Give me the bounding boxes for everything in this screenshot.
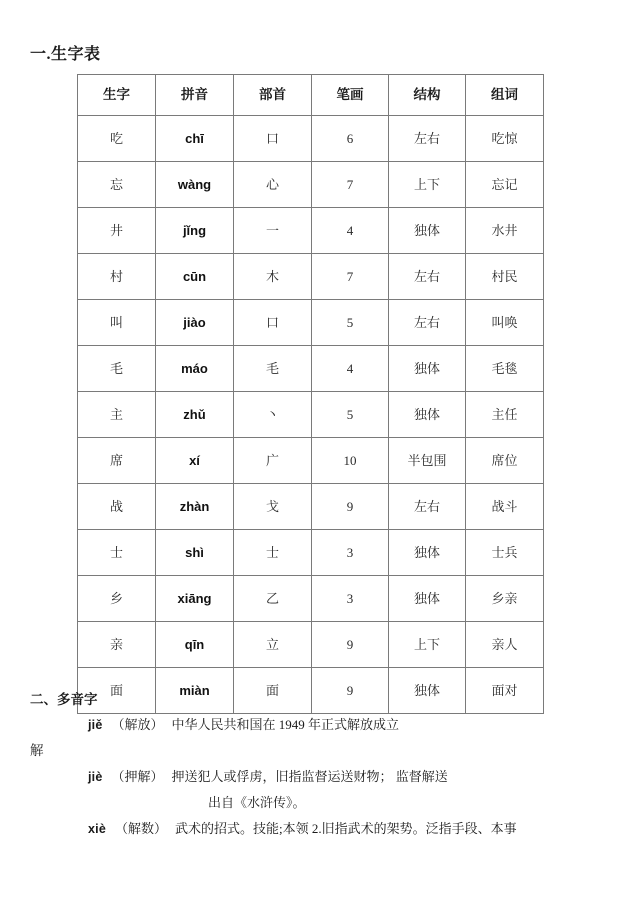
polyphone-word: （解数） <box>114 821 167 836</box>
cell-pinyin: chī <box>156 116 234 162</box>
cell-pinyin: zhǔ <box>156 392 234 438</box>
polyphone-entry-line <box>30 764 630 790</box>
cell-bihua: 10 <box>312 438 389 484</box>
column-header-jiegou: 结构 <box>389 75 466 116</box>
cell-zi: 村 <box>78 254 156 300</box>
polyphone-definition: 武术的招式。技能;本领 2.旧指武术的架势。泛指手段、本事 <box>175 821 517 836</box>
cell-pinyin: qīn <box>156 622 234 668</box>
new-characters-table-wrap <box>77 74 543 714</box>
polyphone-block <box>30 712 630 842</box>
cell-pinyin: jiào <box>156 300 234 346</box>
table-row <box>78 530 544 576</box>
polyphone-head-character: 解 <box>30 743 44 758</box>
cell-zuci: 面对 <box>466 668 544 714</box>
column-header-zuci: 组词 <box>466 75 544 116</box>
cell-bushou: 丶 <box>234 392 312 438</box>
cell-bihua: 6 <box>312 116 389 162</box>
table-row <box>78 576 544 622</box>
polyphone-definition: 中华人民共和国在 1949 年正式解放成立 <box>171 717 400 732</box>
cell-jiegou: 独体 <box>389 208 466 254</box>
polyphone-pinyin: jiè <box>88 770 103 784</box>
cell-jiegou: 左右 <box>389 300 466 346</box>
polyphone-word: （押解） <box>111 769 164 784</box>
cell-zuci: 士兵 <box>466 530 544 576</box>
polyphone-pinyin: jiě <box>88 718 103 732</box>
cell-jiegou: 独体 <box>389 392 466 438</box>
cell-bihua: 9 <box>312 622 389 668</box>
table-row <box>78 254 544 300</box>
table-row <box>78 208 544 254</box>
cell-pinyin: cūn <box>156 254 234 300</box>
cell-zuci: 忘记 <box>466 162 544 208</box>
cell-zi: 乡 <box>78 576 156 622</box>
table-row <box>78 622 544 668</box>
cell-bushou: 木 <box>234 254 312 300</box>
cell-bihua: 7 <box>312 254 389 300</box>
cell-zuci: 水井 <box>466 208 544 254</box>
column-header-pinyin: 拼音 <box>156 75 234 116</box>
cell-zi: 毛 <box>78 346 156 392</box>
cell-zi: 席 <box>78 438 156 484</box>
cell-zuci: 席位 <box>466 438 544 484</box>
section-2-heading: 二、多音字 <box>30 692 98 707</box>
cell-jiegou: 半包围 <box>389 438 466 484</box>
cell-bihua: 9 <box>312 484 389 530</box>
polyphone-definition: 押送犯人或俘虏，旧指监督运送财物； 监督解送 <box>171 769 448 784</box>
cell-zi: 叫 <box>78 300 156 346</box>
cell-jiegou: 独体 <box>389 576 466 622</box>
cell-zuci: 亲人 <box>466 622 544 668</box>
cell-jiegou: 独体 <box>389 668 466 714</box>
polyphone-pinyin: xiè <box>88 822 106 836</box>
cell-zi: 井 <box>78 208 156 254</box>
cell-zi: 士 <box>78 530 156 576</box>
cell-bihua: 4 <box>312 208 389 254</box>
table-row <box>78 484 544 530</box>
cell-zuci: 叫唤 <box>466 300 544 346</box>
cell-zi: 亲 <box>78 622 156 668</box>
cell-bushou: 广 <box>234 438 312 484</box>
cell-pinyin: miàn <box>156 668 234 714</box>
cell-jiegou: 左右 <box>389 254 466 300</box>
polyphone-word: （解放） <box>111 717 164 732</box>
table-body <box>78 116 544 714</box>
polyphone-continuation-line: 出自《水浒传》。 <box>208 795 306 810</box>
cell-zi: 战 <box>78 484 156 530</box>
cell-bushou: 面 <box>234 668 312 714</box>
table-row <box>78 438 544 484</box>
cell-zi: 面 <box>78 668 156 714</box>
cell-zuci: 主任 <box>466 392 544 438</box>
cell-zi: 吃 <box>78 116 156 162</box>
cell-pinyin: máo <box>156 346 234 392</box>
section-1-heading: 一.生字表 <box>30 46 101 63</box>
table-header-row <box>78 75 544 116</box>
new-characters-table <box>77 74 544 714</box>
table-row <box>78 162 544 208</box>
cell-bushou: 戈 <box>234 484 312 530</box>
cell-jiegou: 左右 <box>389 484 466 530</box>
polyphone-entry-line <box>30 712 630 738</box>
cell-bushou: 一 <box>234 208 312 254</box>
column-header-zi: 生字 <box>78 75 156 116</box>
table-row <box>78 300 544 346</box>
polyphone-entry-line <box>30 816 630 842</box>
cell-pinyin: xí <box>156 438 234 484</box>
cell-zuci: 吃惊 <box>466 116 544 162</box>
cell-jiegou: 独体 <box>389 346 466 392</box>
column-header-bihua: 笔画 <box>312 75 389 116</box>
cell-bihua: 5 <box>312 300 389 346</box>
cell-pinyin: xiāng <box>156 576 234 622</box>
cell-bushou: 口 <box>234 116 312 162</box>
table-row <box>78 392 544 438</box>
cell-bushou: 士 <box>234 530 312 576</box>
table-row <box>78 668 544 714</box>
table-row <box>78 116 544 162</box>
cell-bihua: 9 <box>312 668 389 714</box>
cell-bushou: 心 <box>234 162 312 208</box>
table-row <box>78 346 544 392</box>
cell-zi: 忘 <box>78 162 156 208</box>
cell-bushou: 毛 <box>234 346 312 392</box>
cell-jiegou: 上下 <box>389 162 466 208</box>
cell-bushou: 口 <box>234 300 312 346</box>
cell-zuci: 村民 <box>466 254 544 300</box>
cell-bihua: 7 <box>312 162 389 208</box>
cell-zuci: 战斗 <box>466 484 544 530</box>
cell-pinyin: shì <box>156 530 234 576</box>
cell-zuci: 乡亲 <box>466 576 544 622</box>
cell-bushou: 立 <box>234 622 312 668</box>
cell-jiegou: 上下 <box>389 622 466 668</box>
cell-pinyin: jǐng <box>156 208 234 254</box>
cell-pinyin: wàng <box>156 162 234 208</box>
cell-jiegou: 左右 <box>389 116 466 162</box>
cell-bihua: 4 <box>312 346 389 392</box>
cell-pinyin: zhàn <box>156 484 234 530</box>
column-header-bushou: 部首 <box>234 75 312 116</box>
cell-bihua: 3 <box>312 576 389 622</box>
cell-bihua: 3 <box>312 530 389 576</box>
cell-bushou: 乙 <box>234 576 312 622</box>
cell-zi: 主 <box>78 392 156 438</box>
cell-jiegou: 独体 <box>389 530 466 576</box>
cell-bihua: 5 <box>312 392 389 438</box>
cell-zuci: 毛毯 <box>466 346 544 392</box>
